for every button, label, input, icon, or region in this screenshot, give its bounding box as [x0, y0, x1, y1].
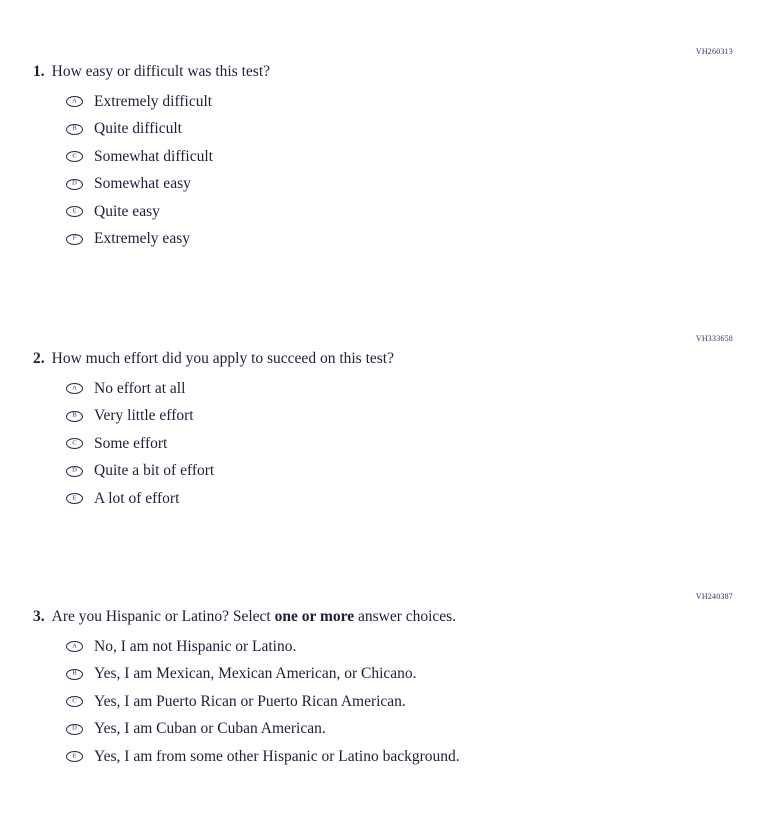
answer-bubble-icon[interactable] [66, 493, 83, 504]
answer-bubble-icon[interactable] [66, 466, 83, 477]
answer-bubble-icon[interactable] [66, 669, 83, 680]
bubble-letter: B [72, 411, 77, 419]
answer-bubble-icon[interactable] [66, 151, 83, 162]
answer-bubble-icon[interactable] [66, 234, 83, 245]
question-1-text: How easy or difficult was this test? [51, 63, 271, 80]
answer-option[interactable] [66, 171, 213, 199]
answer-option-label: No effort at all [94, 379, 186, 397]
bubble-letter: E [72, 494, 77, 501]
answer-option[interactable] [66, 688, 460, 716]
question-1-options [66, 88, 213, 253]
answer-bubble-icon[interactable] [66, 641, 83, 652]
answer-option[interactable] [66, 458, 214, 486]
answer-option-label: Somewhat difficult [94, 147, 213, 165]
bubble-letter: D [72, 724, 77, 732]
answer-option-label: Some effort [94, 434, 168, 452]
answer-bubble-icon[interactable] [66, 96, 83, 107]
answer-option[interactable] [66, 403, 214, 431]
answer-bubble-icon[interactable] [66, 124, 83, 135]
answer-bubble-icon[interactable] [66, 724, 83, 735]
bubble-letter: C [72, 697, 77, 704]
bubble-letter: A [72, 384, 77, 391]
question-3-number: 3. [33, 608, 45, 625]
question-1-text-line [33, 63, 270, 81]
question-3-text-bold: one or more [274, 608, 355, 625]
answer-option-label: Quite difficult [94, 120, 182, 138]
question-2-text: How much effort did you apply to succeed on this test? [51, 350, 394, 367]
answer-option-label: Yes, I am from some other Hispanic or Latino background. [94, 747, 460, 765]
answer-option-label: A lot of effort [94, 489, 180, 507]
question-2-text-line [33, 350, 394, 368]
question-1-number: 1. [33, 63, 45, 80]
answer-option[interactable] [66, 430, 214, 458]
bubble-letter: E [72, 752, 77, 759]
bubble-letter: B [72, 124, 77, 132]
answer-option[interactable] [66, 375, 214, 403]
answer-option-label: Yes, I am Puerto Rican or Puerto Rican American. [94, 692, 406, 710]
question-2-number: 2. [33, 350, 45, 367]
question-3-text-prefix: Are you Hispanic or Latino? Select [51, 608, 275, 625]
answer-option-label: No, I am not Hispanic or Latino. [94, 637, 297, 655]
question-3-options [66, 633, 460, 771]
answer-option-label: Somewhat easy [94, 175, 191, 193]
answer-option-label: Extremely easy [94, 230, 190, 248]
answer-option[interactable] [66, 716, 460, 744]
bubble-letter: B [72, 669, 77, 677]
question-2-options [66, 375, 214, 513]
question-3-text-line [33, 608, 456, 626]
answer-option-label: Yes, I am Mexican, Mexican American, or Chicano. [94, 665, 417, 683]
answer-bubble-icon[interactable] [66, 751, 83, 762]
answer-bubble-icon[interactable] [66, 411, 83, 422]
answer-option[interactable] [66, 116, 213, 144]
answer-option-label: Yes, I am Cuban or Cuban American. [94, 720, 326, 738]
bubble-letter: C [72, 439, 77, 446]
question-3-text-suffix: answer choices. [354, 608, 457, 625]
bubble-letter: A [72, 642, 77, 649]
answer-option[interactable] [66, 143, 213, 171]
answer-option-label: Quite easy [94, 202, 160, 220]
bubble-letter: F [72, 234, 77, 242]
bubble-letter: D [72, 466, 77, 474]
answer-bubble-icon[interactable] [66, 179, 83, 190]
question-3-code: VH240387 [695, 592, 733, 601]
answer-option[interactable] [66, 661, 460, 689]
answer-option[interactable] [66, 198, 213, 226]
question-1-code: VH260313 [695, 47, 733, 56]
answer-bubble-icon[interactable] [66, 438, 83, 449]
bubble-letter: A [72, 97, 77, 104]
answer-option[interactable] [66, 485, 214, 513]
answer-bubble-icon[interactable] [66, 383, 83, 394]
question-2-code: VH333658 [695, 334, 733, 343]
answer-option-label: Very little effort [94, 407, 194, 425]
answer-option-label: Extremely difficult [94, 92, 213, 110]
answer-bubble-icon[interactable] [66, 206, 83, 217]
bubble-letter: E [72, 207, 77, 214]
bubble-letter: C [72, 152, 77, 159]
bubble-letter: D [72, 179, 77, 187]
answer-option[interactable] [66, 743, 460, 771]
answer-option[interactable] [66, 88, 213, 116]
answer-bubble-icon[interactable] [66, 696, 83, 707]
answer-option-label: Quite a bit of effort [94, 462, 215, 480]
answer-option[interactable] [66, 226, 213, 254]
answer-option[interactable] [66, 633, 460, 661]
